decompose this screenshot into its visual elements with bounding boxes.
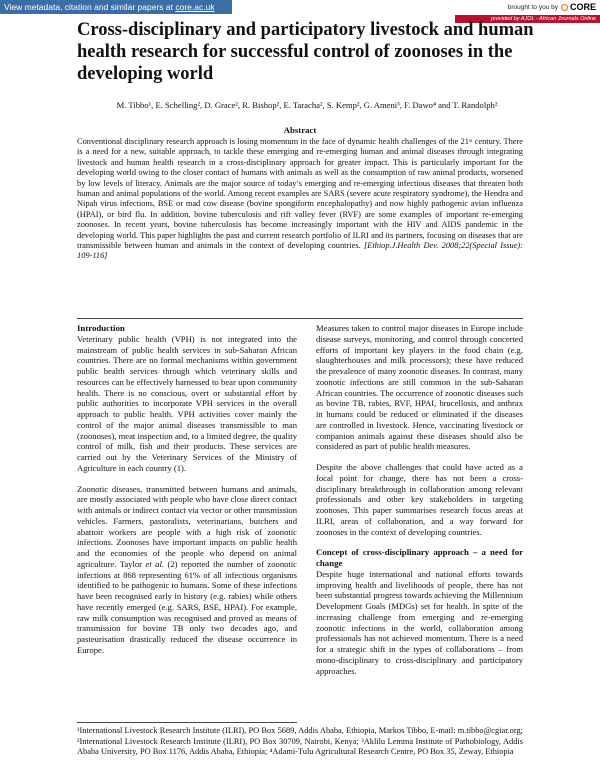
right-paragraph-1: Measures taken to control major diseases in Europe include disease surveys, monitoring, and control through concerted efforts of important key players in the food chain (e.g. slaughterhouses and milk processors); these have reduced the prevalence of many zoonotic diseases. In contrast, many zoonotic infections are still common in the sub-Saharan African countries. The occurrence of zoonotic diseases such as bovine TB, rabies, RVF, HPAI, brucellosis, and anthrax in humans could be reduced or eliminated if the diseases are controlled in livestock. Hence, vaccinating livestock or companion animals against these diseases should also be considered as part of public health measures.	[316, 323, 523, 452]
view-link-text: View metadata, citation and similar papers at	[4, 2, 176, 12]
intro-p2-part-a: Zoonotic diseases, transmitted between humans and animals, are mostly associated with people who have close direct contact with animals or indirect contact via vector or other transmission vehicles. Farmers, pastoralists, veterinarians, butchers and abattoir workers are people with a high risk of zoonotic infections. Zoonoses have important impacts on public health and the economies of the people who depend on animal agriculture. Taylor	[77, 483, 297, 569]
right-paragraph-3: Despite huge international and national efforts towards improving health and livelihoods of people, there has not been substantial progress towards achieving the Millennium Development Goals (MDGs) set for health. In spite of the increasing challenge from emerging and re-emerging zoonotic infections in the world, collaboration among professionals has not achieved momentum. There is a need for a strategic shift in the types of collaborations – from mono-disciplinary to cross-disciplinary and participatory approaches.	[316, 568, 523, 676]
intro-p2-part-b: (2) reported the number of zoonotic infections at 868 representing 61% of all infectious organisms identified to be pathogenic to humans. Some of these infections have been recognised early in history (e.g. rabies) while others have recently emerged (e.g. SARS, BSE, HPAI). For example, raw milk consumption was recognised and proved as means of transmission for bovine TB only two decades ago, and pasteurisation drastically reduced the disease occurrence in Europe.	[77, 558, 297, 655]
core-icon	[561, 4, 568, 11]
citation: [Ethiop.J.Health Dev. 2008;22(Special Issue): 109-116]	[77, 241, 524, 261]
abstract-text	[77, 137, 523, 262]
left-column	[77, 323, 297, 656]
intro-paragraph-1: Veterinary public health (VPH) is not integrated into the mainstream of public health services in sub-Saharan African countries. There are no formal mechanisms within government public health services through which veterinary skills and resources can be effectively harnessed to bear upon community health. There is no conscious, overt or substantial effort by public authorities to incorporate VPH services in the overall approach to public health. VPH activities cover mainly the control of the major animal diseases transmissible to man (zoonoses), meat inspection and, to a limited degree, the quality control of milk, fish and their products. These services are carried out by the Veterinary Services of the Ministry of Agriculture in each country (1).	[77, 333, 297, 473]
intro-paragraph-2	[77, 484, 297, 656]
right-column	[316, 323, 523, 676]
core-banner	[0, 0, 600, 21]
brought-text: brought to you by	[507, 3, 558, 11]
introduction-heading: Introduction	[77, 323, 125, 333]
author-list: M. Tibbo¹, E. Schelling², D. Grace², R. Bishop², E. Taracha², S. Kemp², G. Ameni³, F. Dawo⁴ and T. Randolph²	[116, 100, 498, 110]
concept-heading: Concept of cross-disciplinary approach – a need for change	[316, 547, 523, 568]
core-label: CORE	[569, 2, 596, 12]
core-logo[interactable]	[561, 2, 596, 12]
footnote-divider	[77, 722, 297, 723]
provided-text: provided by AJOL - African Journals Online	[491, 16, 596, 22]
core-site-link[interactable]: core.ac.uk	[175, 2, 215, 12]
right-paragraph-2: Despite the above challenges that could have acted as a focal point for change, there has not been a cross-disciplinary breakthrough in collaboration among relevant professionals and other key stakeholders in targeting zoonoses. This paper summarises research focus areas at ILRI, areas of collaboration, and a way forward for zoonoses in the context of developing countries.	[316, 462, 523, 537]
abstract-heading: Abstract	[283, 125, 317, 135]
view-metadata-link[interactable]	[0, 0, 232, 14]
brought-to-you	[508, 2, 596, 12]
et-al: et al.	[145, 558, 164, 569]
abstract-body: Conventional disciplinary research approach is losing momentum in the face of dynamic health challenges of the 21ˢᵗ century. There is a need for a new, suitable approach, to tackle these emerging and re-emerging human and animal diseases through integrating livestock and human health research in a cross-disciplinary approach for greater impact. This is particularly important for the developing world owing to the closer contact of humans with animals as well as the consumption of raw animal products, worsened by low levels of literacy. Animals are the major source of today’s emerging and re-emerging infectious diseases that threaten both human and animal populations of the world. Among recent examples are SARS (severe acute respiratory syndrome), the Hendra and Nipah virus infections, BSE or mad cow disease (bovine spongiform encephalopathy) and now highly pathogenic avian influenza (HPAI), or bird flu. In addition, bovine tuberculosis and rift valley fever (RVF) are some examples of important re-emerging zoonoses. In recent years, bovine tuberculosis has become increasingly important with the HIV and AIDS pandemic in the developing world. This paper highlights the past and current research portfolio of ILRI and its partners, focusing on diseases that are transmissible between human and animals in the context of developing countries.	[77, 137, 523, 251]
paper-title: Cross-disciplinary and participatory livestock and human health research for successful control of zoonoses in the developing world	[77, 20, 534, 84]
abstract-divider	[77, 318, 523, 319]
affiliation-footnote: ¹International Livestock Research Institute (ILRI), PO Box 5689, Addis Ababa, Ethiopia, Markos Tibbo, E-mail: m.tibbo@cgiar.org; ²International Livestock Research Institute (ILRI), PO Box 30709, Nairobi, Kenya; ³Aklilu Lemma Institute of Pathobiology, Addis Ababa University, PO Box 1176, Addis Ababa, Ethiopia; ⁴Adami-Tulu Agricultural Research Centre, PO Box 35, Zeway, Ethiopia	[77, 726, 523, 756]
